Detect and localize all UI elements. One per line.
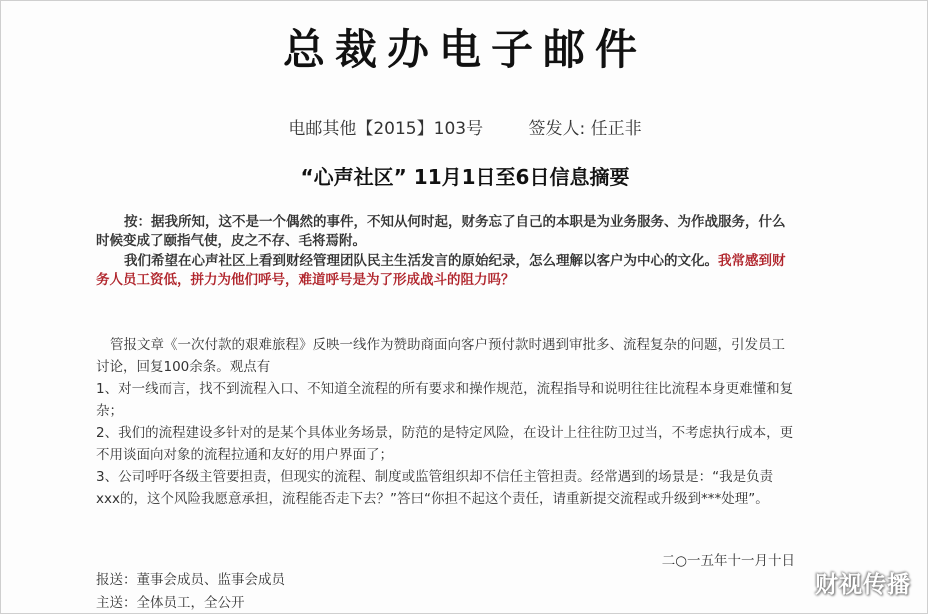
- document-signer: 签发人: 任正非: [528, 119, 642, 139]
- body-point-3: 3、公司呼吁各级主管要担责，但现实的流程、制度或监管组织却不信任主管担责。经常遇到的场景是：“我是负责xxx的，这个风险我愿意承担，流程能否走下去？”答曰“你担不起这个责任，请重新提交流程或升级到***处理”。: [96, 469, 774, 507]
- document-date: 二○一五年十一月十日: [661, 553, 795, 569]
- document-title: 总裁办电子邮件: [282, 25, 647, 74]
- note-paragraph-2-text: 我们希望在心声社区上看到财经管理团队民主生活发言的原始纪录，怎么理解以客户为中心的文化。: [124, 253, 718, 269]
- document-number: 电邮其他【2015】103号: [288, 119, 484, 139]
- document-meta: [1, 114, 928, 139]
- body-point-2: 2、我们的流程建设多针对的是某个具体业务场景，防范的是特定风险，在设计上往往防卫过当，不考虑执行成本，更不用谈面向对象的流程拉通和友好的用户界面了；: [96, 425, 794, 463]
- watermark-logo: 财视传播: [815, 572, 911, 598]
- distribution-list: [96, 569, 285, 614]
- document-body: [96, 334, 796, 510]
- report-to: 报送：董事会成员、监事会成员: [96, 572, 285, 588]
- send-to: 主送：全体员工，全公开: [96, 595, 245, 611]
- note-paragraph-2-highlight: 我常感到财务人员工资低，拼力为他们呼号，难道呼号是为了形成战斗的阻力吗？: [96, 253, 786, 288]
- note-paragraph-2: [96, 252, 796, 290]
- document-subject: “心声社区” 11月1日至6日信息摘要: [300, 165, 630, 189]
- editor-note: [96, 213, 796, 291]
- note-paragraph-1: 按：据我所知，这不是一个偶然的事件，不知从何时起，财务忘了自己的本职是为业务服务、为作战服务，什么时候变成了颐指气使，皮之不存、毛将焉附。: [96, 214, 786, 249]
- body-point-1: 1、对一线而言，找不到流程入口、不知道全流程的所有要求和操作规范，流程指导和说明往往比流程本身更难懂和复杂；: [96, 381, 794, 419]
- body-intro: 管报文章《一次付款的艰难旅程》反映一线作为赞助商面向客户预付款时遇到审批多、流程复杂的问题，引发员工讨论，回复100余条。观点有: [96, 337, 785, 375]
